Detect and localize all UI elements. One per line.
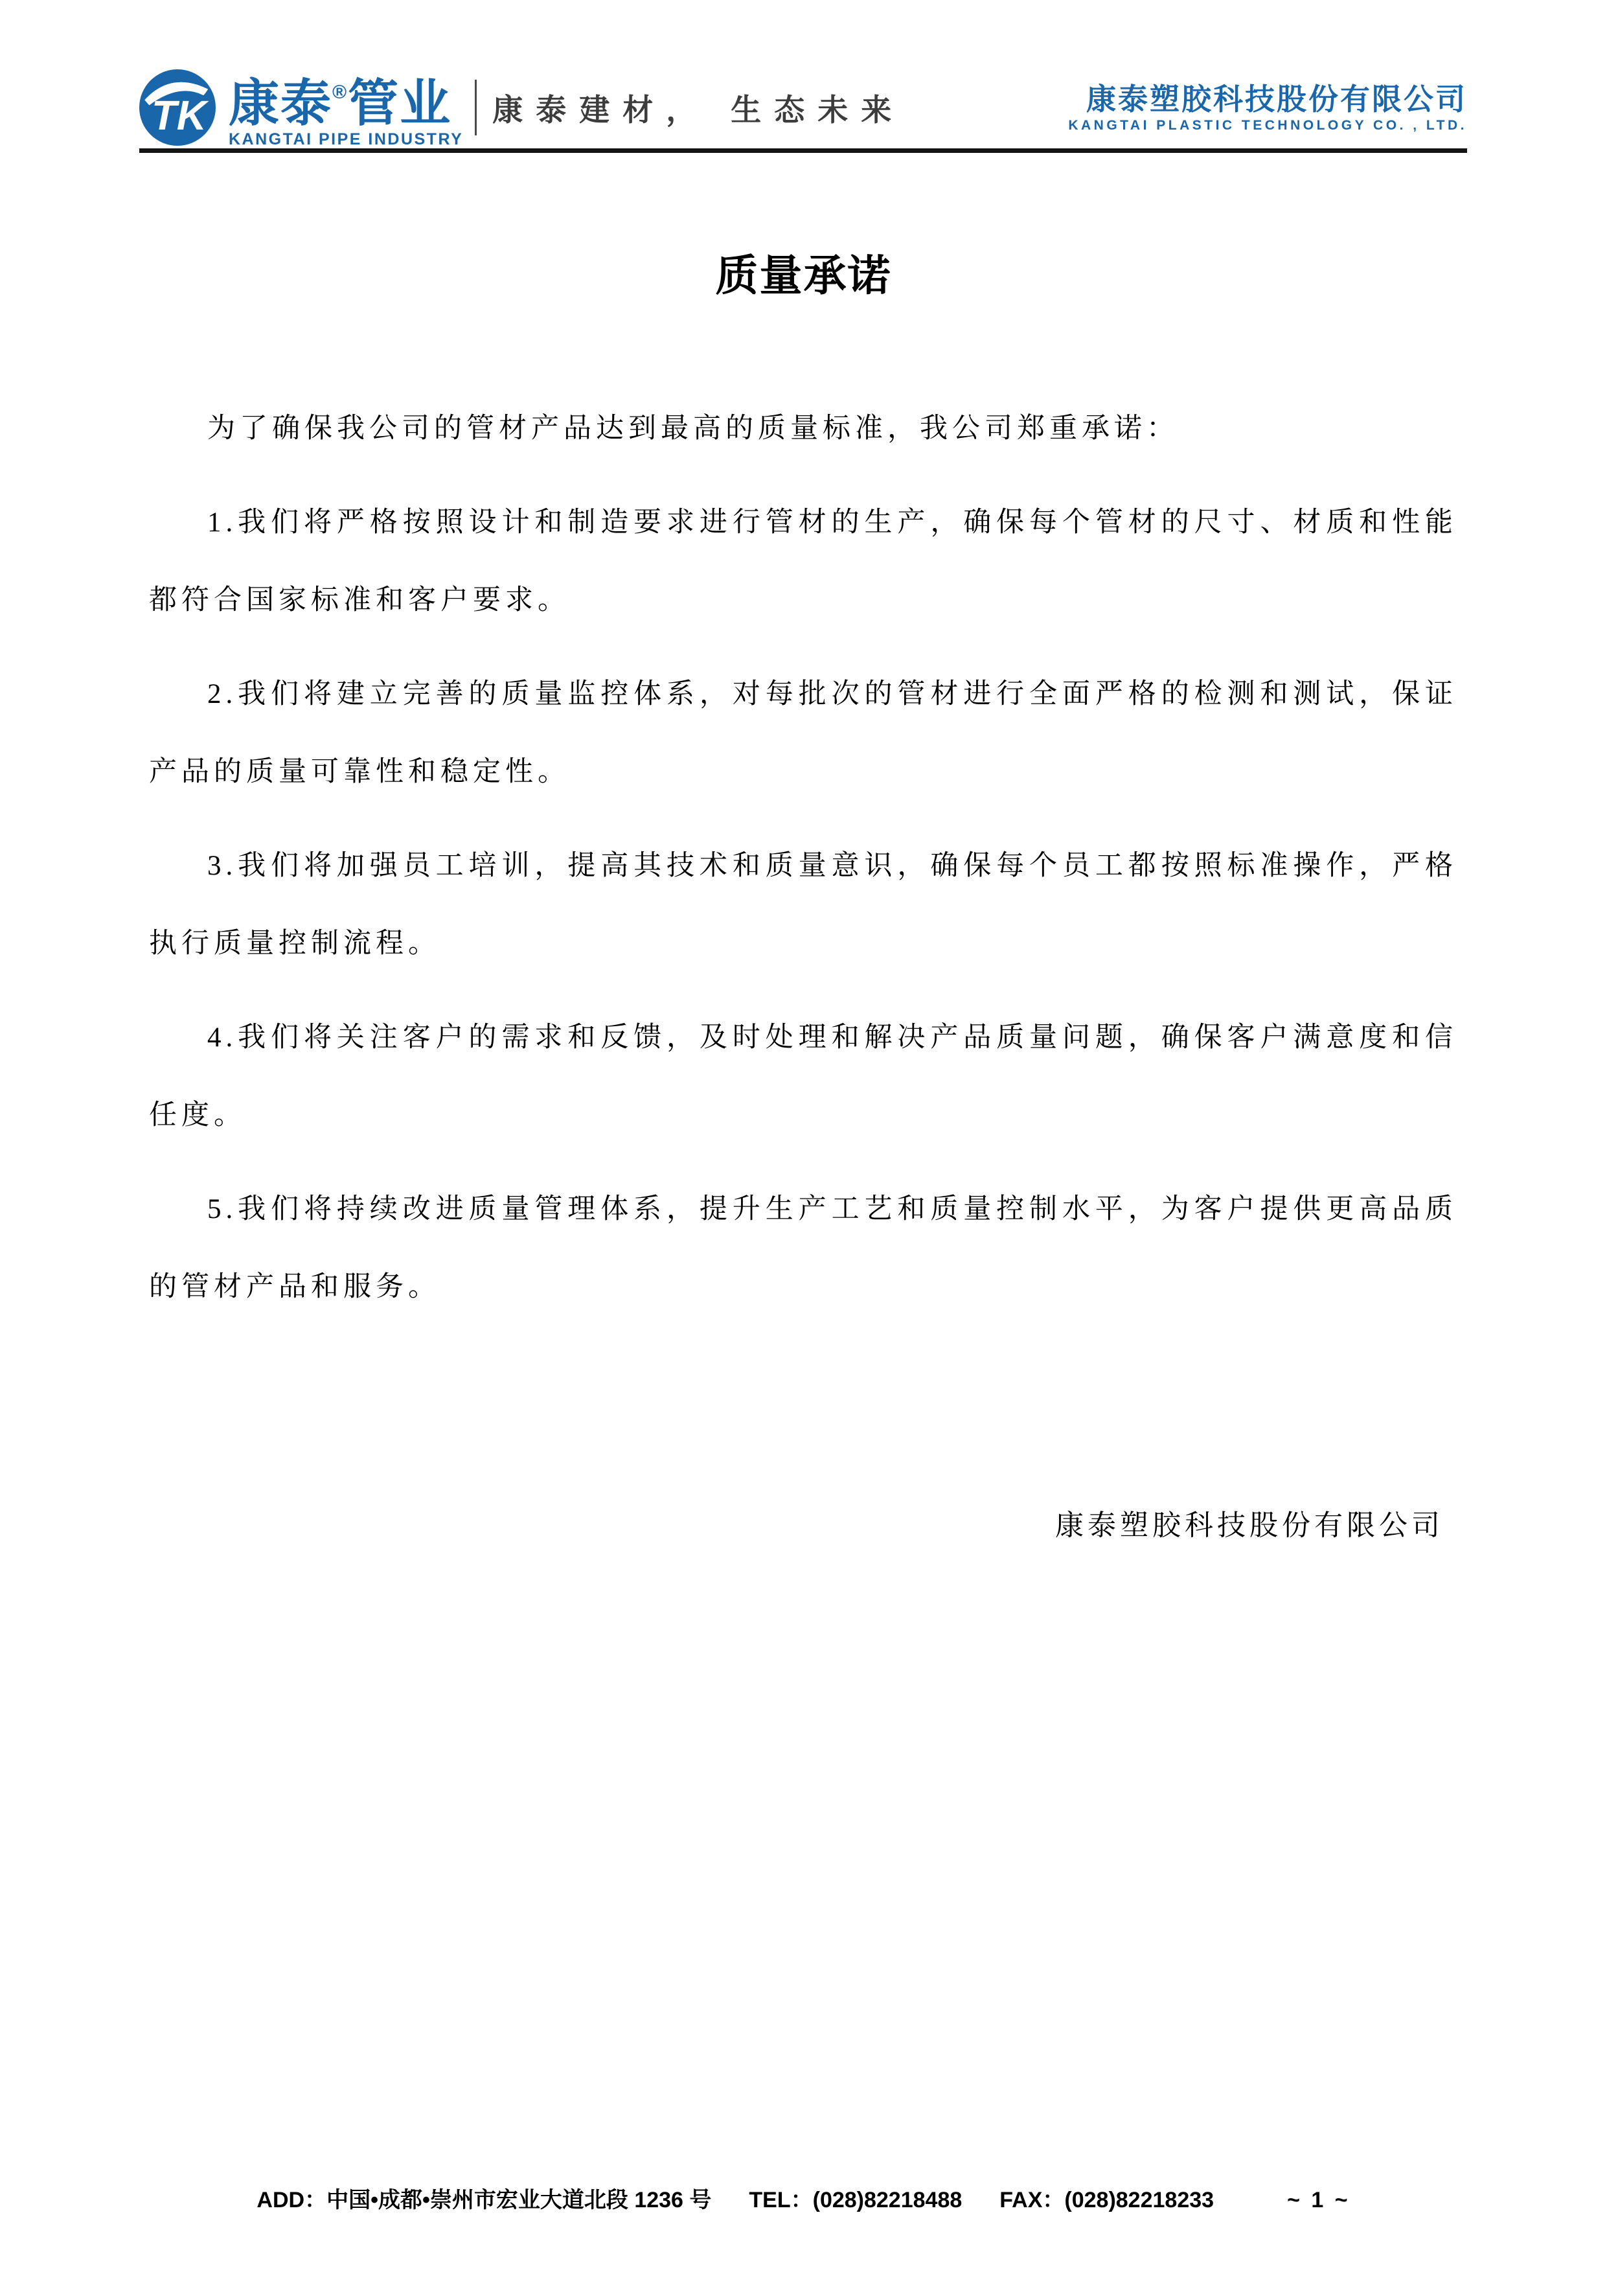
page-title: 质量承诺 bbox=[715, 253, 892, 300]
header-divider bbox=[475, 80, 477, 135]
signature-company-name: 康泰塑胶科技股份有限公司 bbox=[1055, 1510, 1444, 1541]
footer-fax: FAX：(028)82218233 bbox=[999, 2188, 1214, 2212]
paragraph-intro: 为了确保我公司的管材产品达到最高的质量标准，我公司郑重承诺： bbox=[207, 413, 1179, 444]
registered-mark: ® bbox=[332, 81, 348, 103]
brand-cn-right: 管业 bbox=[348, 74, 452, 132]
letterhead bbox=[139, 65, 1467, 150]
company-name-cn: 康泰塑胶科技股份有限公司 bbox=[1086, 82, 1467, 116]
paragraph-item-5: 5.我们将持续改进质量管理体系，提升生产工艺和质量控制水平，为客户提供更高品质的管材产品和服务。 bbox=[149, 1194, 1457, 1302]
brand-cn-left: 康泰 bbox=[229, 74, 333, 132]
brand-name-cn bbox=[229, 67, 452, 132]
brand-name-en: KANGTAI PIPE INDUSTRY bbox=[229, 130, 464, 148]
tk-logo-icon bbox=[139, 69, 216, 146]
brand-wordmark bbox=[229, 67, 463, 149]
company-name-block bbox=[1068, 82, 1467, 133]
page-footer bbox=[0, 2182, 1607, 2214]
paragraph-item-1: 1.我们将严格按照设计和制造要求进行管材的生产，确保每个管材的尺寸、材质和性能都符合国家标准和客户要求。 bbox=[149, 507, 1457, 615]
company-tagline: 康泰建材， 生态未来 bbox=[492, 92, 905, 127]
footer-address: ADD：中国•成都•崇州市宏业大道北段 1236 号 bbox=[256, 2188, 712, 2212]
header-rule bbox=[139, 148, 1467, 153]
company-logo bbox=[139, 67, 463, 149]
svg-text:TK: TK bbox=[151, 92, 207, 139]
document-body bbox=[149, 390, 1457, 1342]
footer-tel: TEL：(028)82218488 bbox=[749, 2188, 963, 2212]
paragraph-item-2: 2.我们将建立完善的质量监控体系，对每批次的管材进行全面严格的检测和测试，保证产品的质量可靠性和稳定性。 bbox=[149, 679, 1457, 787]
paragraph-item-4: 4.我们将关注客户的需求和反馈，及时处理和解决产品质量问题，确保客户满意度和信任度。 bbox=[149, 1022, 1457, 1131]
company-name-en: KANGTAI PLASTIC TECHNOLOGY CO. , LTD. bbox=[1068, 117, 1467, 133]
paragraph-item-3: 3.我们将加强员工培训，提高其技术和质量意识，确保每个员工都按照标准操作，严格执行质量控制流程。 bbox=[149, 851, 1457, 959]
page-number: ~ 1 ~ bbox=[1287, 2188, 1351, 2212]
